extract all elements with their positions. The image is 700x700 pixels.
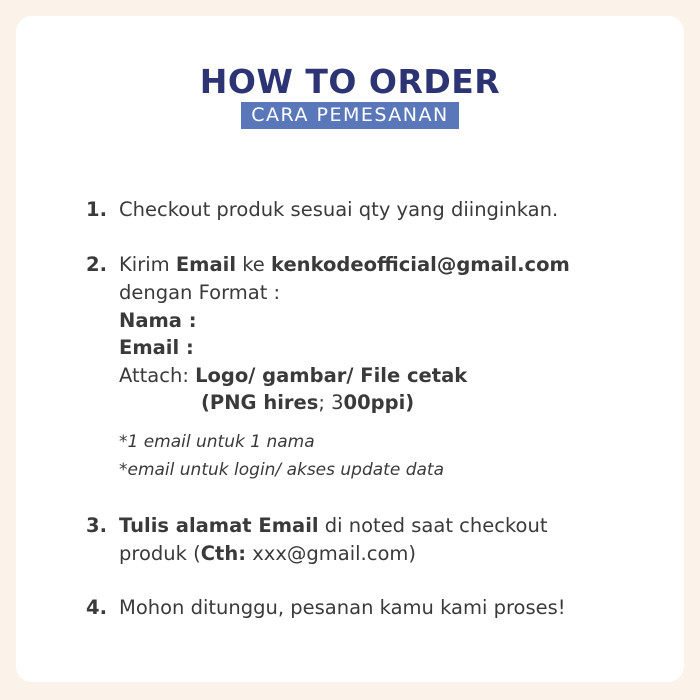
note-1: *1 email untuk 1 nama [119,432,315,452]
format-email-label: Email : [119,336,194,359]
step-3-rest: di noted saat checkout [318,514,548,537]
step-2-email-word: Email [175,253,237,276]
page-subtitle: CARA PEMESANAN [241,102,458,129]
step-1-number: 1. [86,198,107,221]
step-3-line-2 [119,540,416,567]
attach-png: (PNG hires [201,391,319,414]
step-3-line-1 [119,512,548,539]
subtitle-wrap [0,102,700,129]
step-1-text: Checkout produk sesuai qty yang diinginkan. [119,198,559,221]
attach-label: Attach: [119,364,196,387]
step-2-middle: ke [236,253,272,276]
note-2: *email untuk login/ akses update data [119,460,445,480]
step-2-line-1 [119,251,570,278]
step-3-produk: produk ( [119,542,201,565]
step-3-example: xxx@gmail.com) [246,542,416,565]
format-attach-line-2 [201,389,414,416]
contact-email-link[interactable]: kenkodeofficial@gmail.com [271,253,570,276]
step-3-number: 3. [86,514,107,537]
step-3-cth: Cth: [200,542,247,565]
attach-sep: ; 3 [318,391,344,414]
step-4-text: Mohon ditunggu, pesanan kamu kami proses! [119,596,566,619]
step-4-number: 4. [86,596,107,619]
step-2-number: 2. [86,253,107,276]
format-attach-line [119,362,467,389]
attach-ppi: 00ppi) [343,391,415,414]
page-title: HOW TO ORDER [199,62,501,101]
attach-value: Logo/ gambar/ File cetak [195,364,468,387]
format-nama-label: Nama : [119,309,197,332]
step-3-bold: Tulis alamat Email [119,514,319,537]
step-2-line-2: dengan Format : [119,281,281,304]
step-2-prefix: Kirim [119,253,176,276]
